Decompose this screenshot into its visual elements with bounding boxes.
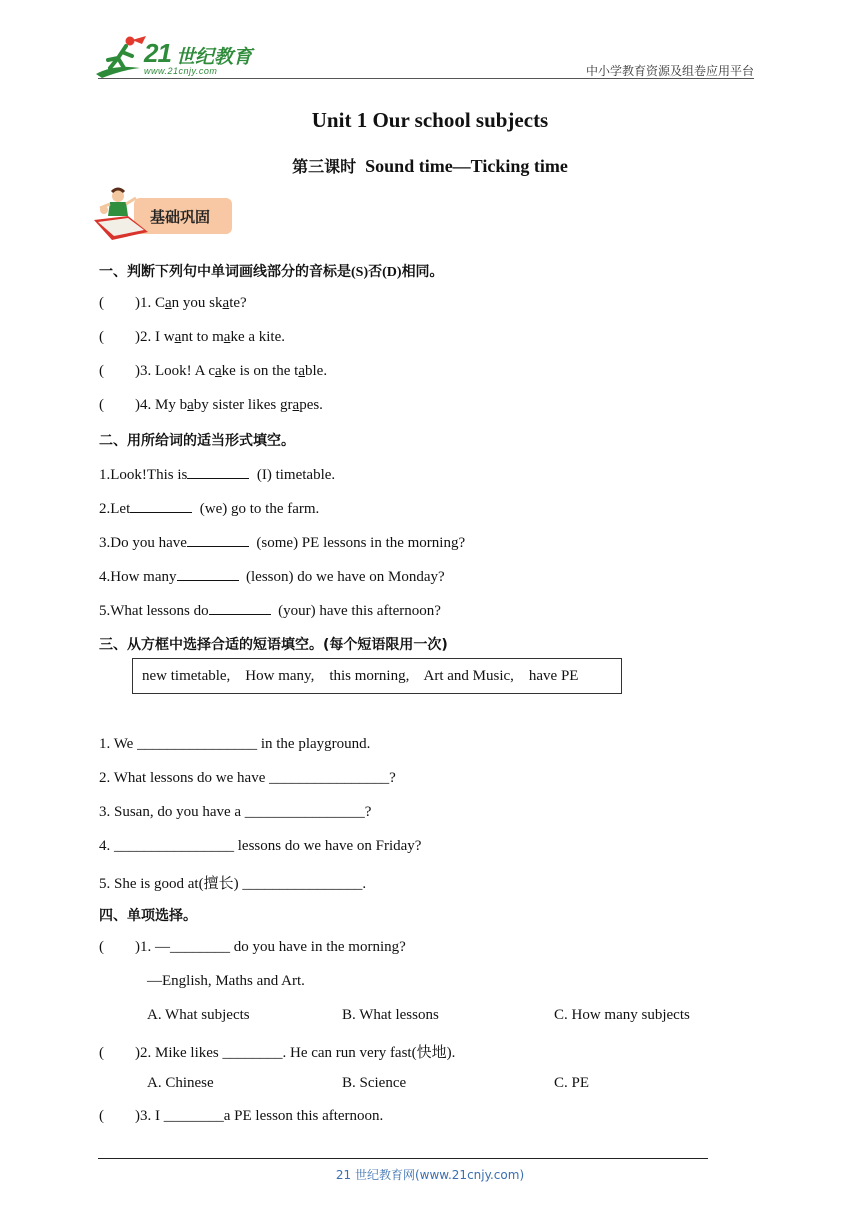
list-item: ( )4. My baby sister likes grapes. — [99, 397, 323, 413]
list-item: 5. She is good at(擅长) ________________. — [99, 876, 367, 892]
word-box-phrases: new timetable, How many, this morning, Art and Music, have PE — [142, 668, 579, 684]
page-title: Unit 1 Our school subjects — [311, 108, 549, 132]
subtitle-lesson: 第三课时 — [292, 157, 357, 176]
badge-label: 基础巩固 — [150, 208, 211, 226]
question-1-answer: —English, Maths and Art. — [147, 973, 305, 989]
reading-kids-icon — [88, 186, 154, 242]
logo-number: 21 — [144, 38, 171, 68]
list-item: 2. What lessons do we have ________________? — [99, 770, 396, 786]
list-item: ( )2. I want to make a kite. — [99, 329, 285, 345]
header-divider — [98, 78, 754, 79]
answer-blank[interactable] — [187, 532, 249, 547]
section2-heading: 二、用所给词的适当形式填空。 — [99, 433, 295, 449]
section3-heading: 三、从方框中选择合适的短语填空。(每个短语限用一次) — [99, 637, 448, 653]
option-c[interactable]: C. PE — [554, 1075, 590, 1091]
list-item: ( )1. Can you skate? — [99, 295, 247, 311]
subtitle-topic: Sound time—Ticking time — [365, 156, 568, 176]
footer-link[interactable]: 21 世纪教育网(www.21cnjy.com) — [335, 1168, 525, 1182]
list-item: 3.Do you have (some) PE lessons in the morning? — [99, 532, 465, 552]
section4-heading: 四、单项选择。 — [99, 908, 197, 924]
question-2: ( )2. Mike likes ________. He can run very fast(快地). — [99, 1045, 456, 1061]
header-platform-text: 中小学教育资源及组卷应用平台 — [585, 64, 754, 78]
list-item: 1.Look!This is (I) timetable. — [99, 464, 335, 484]
runner-icon — [92, 34, 152, 78]
list-item: 2.Let (we) go to the farm. — [99, 498, 319, 518]
list-item: ( )3. Look! A cake is on the table. — [99, 363, 328, 379]
logo-url: www.21cnjy.com — [144, 66, 218, 76]
list-item: 1. We ________________ in the playground. — [99, 736, 371, 752]
option-b[interactable]: B. What lessons — [342, 1007, 439, 1023]
option-c[interactable]: C. How many subjects — [554, 1007, 690, 1023]
list-item: 4.How many (lesson) do we have on Monday? — [99, 566, 445, 586]
answer-blank[interactable] — [177, 566, 239, 581]
answer-blank[interactable] — [187, 464, 249, 479]
list-item: 5.What lessons do (your) have this afternoon? — [99, 600, 441, 620]
question-3: ( )3. I ________a PE lesson this afternoon. — [99, 1108, 384, 1124]
logo-text: 世纪教育 — [176, 46, 253, 68]
answer-blank[interactable] — [209, 600, 271, 615]
option-a[interactable]: A. Chinese — [147, 1075, 214, 1091]
footer-divider — [98, 1158, 708, 1159]
page-subtitle — [0, 154, 860, 177]
list-item: 3. Susan, do you have a ________________? — [99, 804, 372, 820]
option-b[interactable]: B. Science — [342, 1075, 407, 1091]
list-item: 4. ________________ lessons do we have on Friday? — [99, 838, 422, 854]
question-1: ( )1. —________ do you have in the morning? — [99, 939, 406, 955]
section1-heading: 一、判断下列句中单词画线部分的音标是(S)否(D)相同。 — [99, 264, 444, 280]
option-a[interactable]: A. What subjects — [147, 1007, 250, 1023]
answer-blank[interactable] — [130, 498, 192, 513]
